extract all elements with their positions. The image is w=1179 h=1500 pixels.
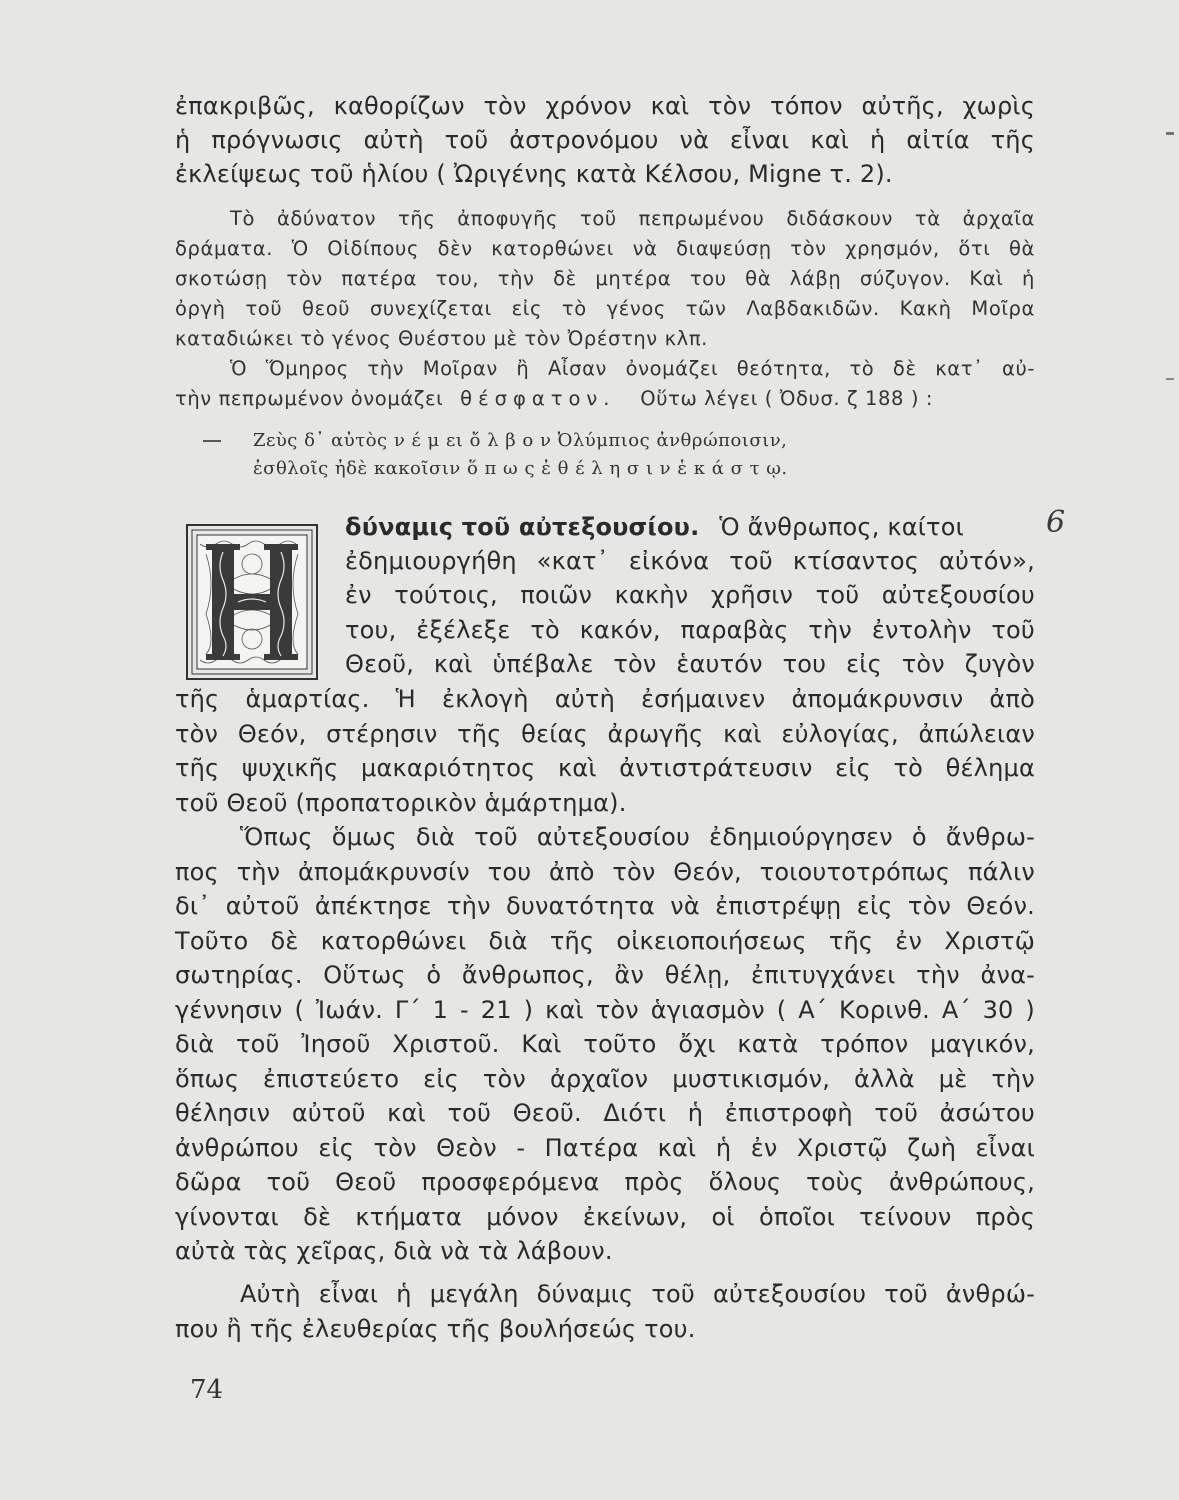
text-line: ἐδημιουργήθη «κατ᾿ εἰκόνα τοῦ κτίσαντος αὐτόν»,	[345, 547, 1035, 575]
margin-mark	[1166, 378, 1174, 380]
text-line: ἐν τούτοις, ποιῶν κακὴν χρῆσιν τοῦ αὐτεξουσίου	[345, 581, 1035, 609]
text-segment: Οὕτω λέγει ( Ὀδυσ. ζ 188 ) :	[640, 387, 933, 410]
text-line: τῆς ἁμαρτίας. Ἡ ἐκλογὴ αὐτὴ ἐσήμαινεν ἀπομάκρυνσιν ἀπὸ	[175, 685, 1035, 713]
text-line: ὀργὴ τοῦ θεοῦ συνεχίζεται εἰς τὸ γένος τῶν Λαβδακιδῶν. Κακὴ Μοῖρα	[175, 297, 1035, 320]
text-line: Ὅπως ὅμως διὰ τοῦ αὐτεξουσίου ἐδημιούργησεν ὁ ἄνθρω-	[240, 823, 1035, 851]
text-line: ἐκλείψεως τοῦ ἡλίου ( Ὠριγένης κατὰ Κέλσου, Migne τ. 2).	[175, 160, 893, 188]
text-line: ἀνθρώπου εἰς τὸν Θεὸν - Πατέρα καὶ ἡ ἐν Χριστῷ ζωὴ εἶναι	[175, 1134, 1035, 1162]
margin-dash	[203, 440, 221, 442]
text-line: σωτηρίας. Οὕτως ὁ ἄνθρωπος, ἂν θέλῃ, ἐπιτυγχάνει τὴν ἀνα-	[175, 961, 1035, 989]
text-line: ὅπως ἐπιστεύετο εἰς τὸν ἀρχαῖον μυστικισμόν, ἀλλὰ μὲ τὴν	[175, 1065, 1035, 1093]
verse-line: Ζεὺς δ᾿ αὐτὸς ν έ μ ει ὄ λ β ο ν Ὀλύμπιος ἀνθρώποισιν,	[253, 430, 788, 451]
text-line: γέννησιν ( Ἰωάν. Γ´ 1 - 21 ) καὶ τὸν ἁγιασμὸν ( Α´ Κορινθ. Α´ 30 )	[175, 996, 1035, 1024]
text-line: τὸν Θεόν, στέρησιν τῆς θείας ἀρωγῆς καὶ εὐλογίας, ἀπώλειαν	[175, 720, 1035, 748]
text-line: τῆς ψυχικῆς μακαριότητος καὶ ἀντιστράτευσιν εἰς τὸ θέλημα	[175, 754, 1035, 782]
text-line: τοῦ Θεοῦ (προπατορικὸν ἁμάρτημα).	[175, 789, 627, 817]
text-line: Αὐτὴ εἶναι ἡ μεγάλη δύναμις τοῦ αὐτεξουσίου τοῦ ἀνθρώ-	[240, 1280, 1035, 1308]
emphasized-word: θέσφατον.	[460, 387, 616, 410]
text-line: Τὸ ἀδύνατον τῆς ἀποφυγῆς τοῦ πεπρωμένου διδάσκουν τὰ ἀρχαῖα	[230, 207, 1035, 230]
text-segment: Ὁ ἄνθρωπος, καίτοι	[719, 513, 964, 541]
text-line: που ἢ τῆς ἐλευθερίας τῆς βουλήσεώς του.	[175, 1315, 696, 1343]
text-line-mixed	[175, 387, 1035, 410]
section-first-line	[345, 513, 1035, 541]
text-line: θέλησιν αὐτοῦ καὶ τοῦ Θεοῦ. Διότι ἡ ἐπιστροφὴ τοῦ ἀσώτου	[175, 1099, 1035, 1127]
text-line: δι᾿ αὐτοῦ ἀπέκτησε τὴν δυνατότητα νὰ ἐπιστρέψῃ εἰς τὸν Θεόν.	[175, 892, 1035, 920]
verse-line: ἐσθλοῖς ἠδὲ κακοῖσιν ὅ π ω ς ἐ θ έ λ η σ ι ν ἑ κ ά σ τ ῳ.	[253, 458, 788, 479]
text-line: δράματα. Ὁ Οἰδίπους δὲν κατορθώνει νὰ διαψεύσῃ τὸν χρησμόν, ὅτι θὰ	[175, 237, 1035, 260]
text-line: Τοῦτο δὲ κατορθώνει διὰ τῆς οἰκειοποιήσεως τῆς ἐν Χριστῷ	[175, 927, 1035, 955]
text-line: σκοτώσῃ τὸν πατέρα του, τὴν δὲ μητέρα του θὰ λάβῃ σύζυγον. Καὶ ἡ	[175, 267, 1035, 290]
text-line: πος τὴν ἀπομάκρυνσίν του ἀπὸ τὸν Θεόν, τοιουτοτρόπως πάλιν	[175, 858, 1035, 886]
decorated-initial-icon	[186, 524, 318, 680]
handwritten-margin-note: 6	[1046, 505, 1066, 540]
text-line: του, ἐξέλεξε τὸ κακόν, παραβὰς τὴν ἐντολὴν τοῦ	[345, 616, 1035, 644]
page-number: 74	[190, 1375, 224, 1405]
text-line: διὰ τοῦ Ἰησοῦ Χριστοῦ. Καὶ τοῦτο ὄχι κατὰ τρόπον μαγικόν,	[175, 1030, 1035, 1058]
section-heading: δύναμις τοῦ αὐτεξουσίου.	[345, 513, 700, 541]
text-line: ἡ πρόγνωσις αὐτὴ τοῦ ἀστρονόμου νὰ εἶναι καὶ ἡ αἰτία τῆς	[175, 126, 1035, 154]
text-line: καταδιώκει τὸ γένος Θυέστου μὲ τὸν Ὀρέστην κλπ.	[175, 327, 708, 350]
text-line: ἐπακριβῶς, καθορίζων τὸν χρόνον καὶ τὸν τόπον αὐτῆς, χωρὶς	[175, 92, 1035, 120]
text-line: γίνονται δὲ κτήματα μόνον ἐκείνων, οἱ ὁποῖοι τείνουν πρὸς	[175, 1203, 1035, 1231]
text-line: αὐτὰ τὰς χεῖρας, διὰ νὰ τὰ λάβουν.	[175, 1237, 613, 1265]
text-line: Θεοῦ, καὶ ὑπέβαλε τὸν ἑαυτόν του εἰς τὸν ζυγὸν	[345, 650, 1035, 678]
margin-mark	[1166, 132, 1174, 135]
text-line: Ὁ Ὅμηρος τὴν Μοῖραν ἢ Αἶσαν ὀνομάζει θεότητα, τὸ δὲ κατ᾿ αὐ-	[230, 357, 1035, 380]
text-line: δῶρα τοῦ Θεοῦ προσφερόμενα πρὸς ὅλους τοὺς ἀνθρώπους,	[175, 1168, 1035, 1196]
text-segment: τὴν πεπρωμένον ὀνομάζει	[175, 387, 444, 410]
